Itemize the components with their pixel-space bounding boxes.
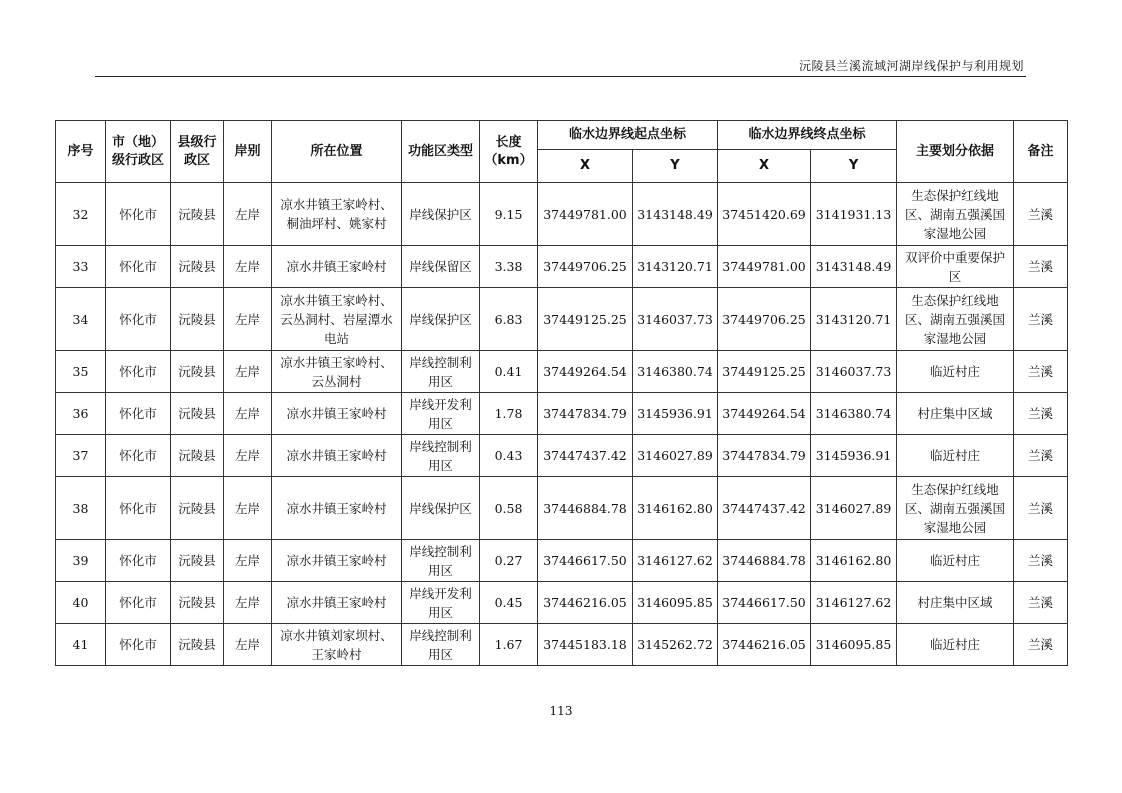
col-header-start-x: X xyxy=(538,150,633,183)
cell-city: 怀化市 xyxy=(106,246,171,288)
col-header-bank: 岸别 xyxy=(224,121,272,183)
cell-length: 0.27 xyxy=(480,540,538,582)
cell-basis: 临近村庄 xyxy=(897,540,1014,582)
cell-location: 凉水井镇王家岭村、云丛洞村 xyxy=(272,351,402,393)
cell-basis: 临近村庄 xyxy=(897,435,1014,477)
page-number: 113 xyxy=(549,704,573,718)
table-row xyxy=(56,540,1068,582)
cell-start-x: 37449781.00 xyxy=(538,183,633,246)
cell-basis: 双评价中重要保护区 xyxy=(897,246,1014,288)
cell-location: 凉水井镇王家岭村 xyxy=(272,393,402,435)
cell-start-x: 37447834.79 xyxy=(538,393,633,435)
cell-zone-type: 岸线保护区 xyxy=(402,288,480,351)
cell-seq: 37 xyxy=(56,435,106,477)
cell-start-x: 37449264.54 xyxy=(538,351,633,393)
cell-start-y: 3146127.62 xyxy=(633,540,718,582)
cell-county: 沅陵县 xyxy=(171,183,224,246)
cell-basis: 生态保护红线地区、湖南五强溪国家湿地公园 xyxy=(897,288,1014,351)
col-header-remark: 备注 xyxy=(1014,121,1068,183)
cell-length: 0.41 xyxy=(480,351,538,393)
cell-county: 沅陵县 xyxy=(171,477,224,540)
cell-county: 沅陵县 xyxy=(171,393,224,435)
cell-bank: 左岸 xyxy=(224,624,272,666)
cell-bank: 左岸 xyxy=(224,351,272,393)
cell-start-x: 37449706.25 xyxy=(538,246,633,288)
cell-seq: 38 xyxy=(56,477,106,540)
cell-end-y: 3146127.62 xyxy=(811,582,897,624)
cell-city: 怀化市 xyxy=(106,351,171,393)
cell-zone-type: 岸线保护区 xyxy=(402,477,480,540)
cell-basis: 临近村庄 xyxy=(897,624,1014,666)
cell-zone-type: 岸线控制利用区 xyxy=(402,351,480,393)
cell-length: 0.45 xyxy=(480,582,538,624)
cell-end-y: 3146095.85 xyxy=(811,624,897,666)
cell-bank: 左岸 xyxy=(224,183,272,246)
cell-length: 1.67 xyxy=(480,624,538,666)
cell-start-x: 37445183.18 xyxy=(538,624,633,666)
cell-remark: 兰溪 xyxy=(1014,246,1068,288)
col-header-start-coordinates: 临水边界线起点坐标 xyxy=(538,121,718,150)
table-row xyxy=(56,288,1068,351)
cell-location: 凉水井镇王家岭村 xyxy=(272,540,402,582)
cell-remark: 兰溪 xyxy=(1014,393,1068,435)
cell-end-y: 3146037.73 xyxy=(811,351,897,393)
table-row xyxy=(56,477,1068,540)
cell-zone-type: 岸线保留区 xyxy=(402,246,480,288)
cell-location: 凉水井镇王家岭村 xyxy=(272,246,402,288)
cell-start-x: 37446617.50 xyxy=(538,540,633,582)
cell-length: 1.78 xyxy=(480,393,538,435)
col-header-seq: 序号 xyxy=(56,121,106,183)
cell-remark: 兰溪 xyxy=(1014,351,1068,393)
cell-start-y: 3146380.74 xyxy=(633,351,718,393)
cell-county: 沅陵县 xyxy=(171,288,224,351)
cell-remark: 兰溪 xyxy=(1014,435,1068,477)
cell-seq: 32 xyxy=(56,183,106,246)
cell-zone-type: 岸线开发利用区 xyxy=(402,393,480,435)
cell-basis: 生态保护红线地区、湖南五强溪国家湿地公园 xyxy=(897,183,1014,246)
cell-bank: 左岸 xyxy=(224,477,272,540)
cell-remark: 兰溪 xyxy=(1014,624,1068,666)
col-header-county: 县级行政区 xyxy=(171,121,224,183)
cell-start-y: 3143120.71 xyxy=(633,246,718,288)
cell-end-y: 3146027.89 xyxy=(811,477,897,540)
cell-city: 怀化市 xyxy=(106,540,171,582)
cell-seq: 35 xyxy=(56,351,106,393)
cell-county: 沅陵县 xyxy=(171,582,224,624)
cell-start-y: 3143148.49 xyxy=(633,183,718,246)
cell-start-y: 3146027.89 xyxy=(633,435,718,477)
table-row xyxy=(56,582,1068,624)
cell-start-x: 37446216.05 xyxy=(538,582,633,624)
cell-end-y: 3143120.71 xyxy=(811,288,897,351)
cell-start-y: 3145262.72 xyxy=(633,624,718,666)
col-header-end-y: Y xyxy=(811,150,897,183)
cell-city: 怀化市 xyxy=(106,393,171,435)
cell-bank: 左岸 xyxy=(224,582,272,624)
table-row xyxy=(56,351,1068,393)
cell-basis: 生态保护红线地区、湖南五强溪国家湿地公园 xyxy=(897,477,1014,540)
cell-county: 沅陵县 xyxy=(171,540,224,582)
cell-basis: 村庄集中区域 xyxy=(897,582,1014,624)
cell-remark: 兰溪 xyxy=(1014,540,1068,582)
cell-zone-type: 岸线保护区 xyxy=(402,183,480,246)
cell-city: 怀化市 xyxy=(106,183,171,246)
table-row xyxy=(56,246,1068,288)
page-header xyxy=(95,56,1026,77)
cell-city: 怀化市 xyxy=(106,477,171,540)
cell-basis: 村庄集中区域 xyxy=(897,393,1014,435)
cell-end-y: 3145936.91 xyxy=(811,435,897,477)
cell-bank: 左岸 xyxy=(224,393,272,435)
cell-start-y: 3146095.85 xyxy=(633,582,718,624)
cell-end-x: 37449781.00 xyxy=(718,246,811,288)
cell-end-y: 3146162.80 xyxy=(811,540,897,582)
cell-location: 凉水井镇王家岭村、云丛洞村、岩屋潭水电站 xyxy=(272,288,402,351)
cell-city: 怀化市 xyxy=(106,582,171,624)
cell-start-x: 37449125.25 xyxy=(538,288,633,351)
cell-city: 怀化市 xyxy=(106,624,171,666)
col-header-length: 长度（km） xyxy=(480,121,538,183)
cell-seq: 40 xyxy=(56,582,106,624)
cell-end-y: 3146380.74 xyxy=(811,393,897,435)
cell-location: 凉水井镇刘家坝村、王家岭村 xyxy=(272,624,402,666)
table-row xyxy=(56,624,1068,666)
col-header-zone-type: 功能区类型 xyxy=(402,121,480,183)
cell-county: 沅陵县 xyxy=(171,624,224,666)
cell-start-x: 37446884.78 xyxy=(538,477,633,540)
cell-location: 凉水井镇王家岭村 xyxy=(272,477,402,540)
col-header-basis: 主要划分依据 xyxy=(897,121,1014,183)
cell-zone-type: 岸线控制利用区 xyxy=(402,624,480,666)
cell-location: 凉水井镇王家岭村 xyxy=(272,582,402,624)
cell-start-x: 37447437.42 xyxy=(538,435,633,477)
table-row xyxy=(56,435,1068,477)
cell-seq: 39 xyxy=(56,540,106,582)
col-header-location: 所在位置 xyxy=(272,121,402,183)
cell-end-x: 37446884.78 xyxy=(718,540,811,582)
header-row-1 xyxy=(56,121,1068,150)
cell-end-y: 3143148.49 xyxy=(811,246,897,288)
col-header-start-y: Y xyxy=(633,150,718,183)
cell-length: 0.43 xyxy=(480,435,538,477)
cell-end-x: 37451420.69 xyxy=(718,183,811,246)
cell-bank: 左岸 xyxy=(224,540,272,582)
cell-start-y: 3145936.91 xyxy=(633,393,718,435)
cell-seq: 41 xyxy=(56,624,106,666)
cell-county: 沅陵县 xyxy=(171,435,224,477)
table-body xyxy=(56,183,1068,666)
cell-length: 3.38 xyxy=(480,246,538,288)
cell-zone-type: 岸线开发利用区 xyxy=(402,582,480,624)
cell-city: 怀化市 xyxy=(106,435,171,477)
cell-length: 6.83 xyxy=(480,288,538,351)
cell-location: 凉水井镇王家岭村 xyxy=(272,435,402,477)
cell-end-y: 3141931.13 xyxy=(811,183,897,246)
cell-end-x: 37449706.25 xyxy=(718,288,811,351)
cell-remark: 兰溪 xyxy=(1014,288,1068,351)
cell-remark: 兰溪 xyxy=(1014,183,1068,246)
cell-city: 怀化市 xyxy=(106,288,171,351)
cell-length: 9.15 xyxy=(480,183,538,246)
cell-county: 沅陵县 xyxy=(171,246,224,288)
cell-length: 0.58 xyxy=(480,477,538,540)
document-title: 沅陵县兰溪流域河湖岸线保护与利用规划 xyxy=(798,59,1024,73)
cell-bank: 左岸 xyxy=(224,246,272,288)
cell-end-x: 37449264.54 xyxy=(718,393,811,435)
col-header-end-x: X xyxy=(718,150,811,183)
cell-location: 凉水井镇王家岭村、桐油坪村、姚家村 xyxy=(272,183,402,246)
table-row xyxy=(56,393,1068,435)
cell-seq: 34 xyxy=(56,288,106,351)
cell-bank: 左岸 xyxy=(224,288,272,351)
cell-bank: 左岸 xyxy=(224,435,272,477)
col-header-end-coordinates: 临水边界线终点坐标 xyxy=(718,121,897,150)
cell-remark: 兰溪 xyxy=(1014,477,1068,540)
cell-seq: 36 xyxy=(56,393,106,435)
cell-end-x: 37449125.25 xyxy=(718,351,811,393)
shoreline-zoning-table xyxy=(55,120,1068,666)
cell-end-x: 37447834.79 xyxy=(718,435,811,477)
cell-end-x: 37446216.05 xyxy=(718,624,811,666)
table-row xyxy=(56,183,1068,246)
cell-remark: 兰溪 xyxy=(1014,582,1068,624)
cell-zone-type: 岸线控制利用区 xyxy=(402,540,480,582)
cell-start-y: 3146162.80 xyxy=(633,477,718,540)
cell-zone-type: 岸线控制利用区 xyxy=(402,435,480,477)
cell-seq: 33 xyxy=(56,246,106,288)
cell-county: 沅陵县 xyxy=(171,351,224,393)
cell-basis: 临近村庄 xyxy=(897,351,1014,393)
cell-end-x: 37447437.42 xyxy=(718,477,811,540)
cell-end-x: 37446617.50 xyxy=(718,582,811,624)
cell-start-y: 3146037.73 xyxy=(633,288,718,351)
col-header-city: 市（地）级行政区 xyxy=(106,121,171,183)
